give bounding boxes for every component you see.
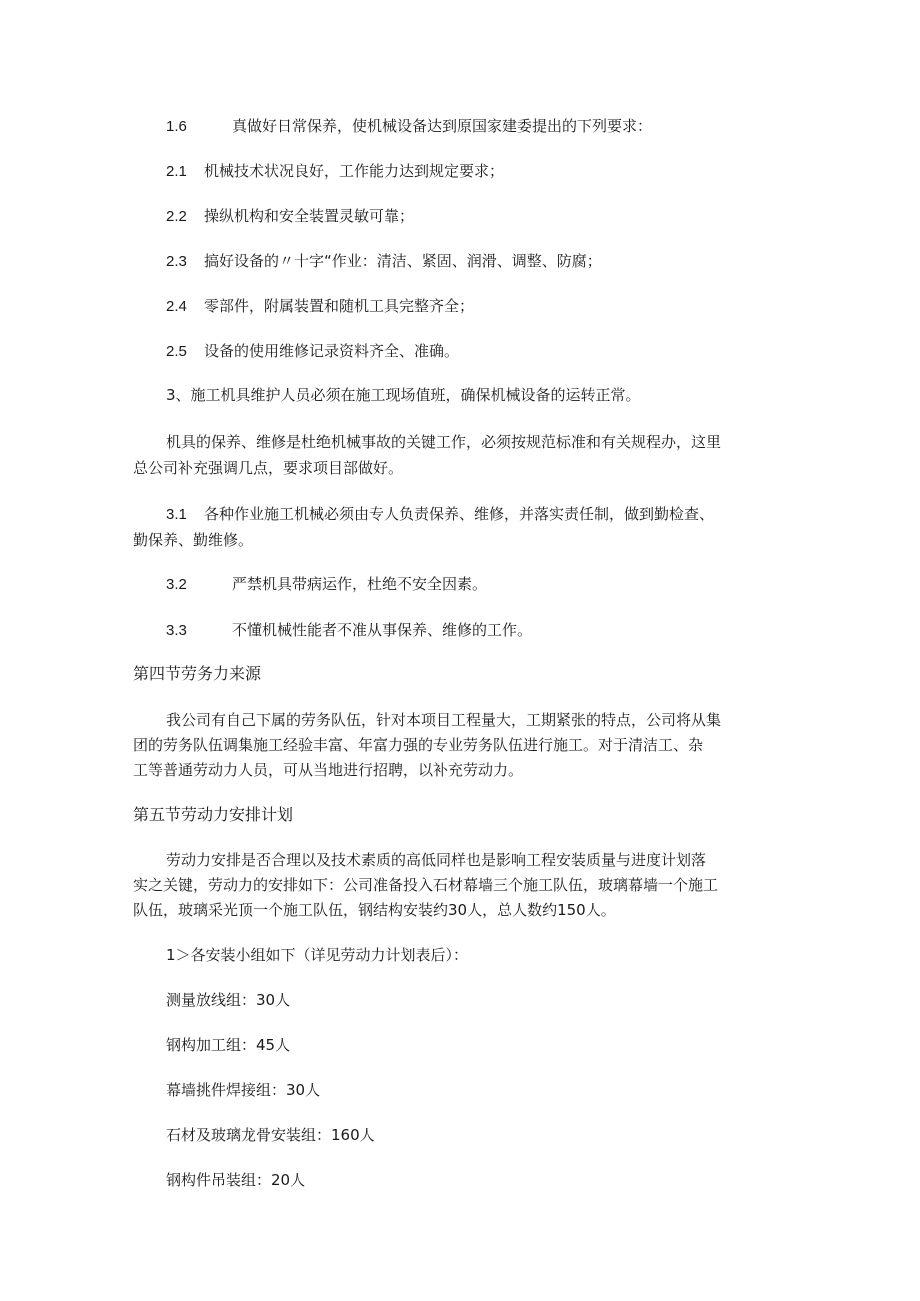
- group-item: 测量放线组：30人: [166, 991, 291, 1009]
- item-3-1: [166, 504, 714, 525]
- item-1-6: [166, 116, 652, 137]
- section-heading: 第五节劳动力安排计划: [133, 805, 294, 824]
- item-text: 设备的使用维修记录资料齐全、准确。: [204, 342, 460, 360]
- item-text: 操纵机构和安全装置灵敏可靠；: [204, 207, 415, 225]
- item-number: 2.4: [166, 298, 187, 315]
- item-number: 3.3: [166, 622, 187, 639]
- item-2-3: [166, 251, 602, 272]
- paragraph-line: 劳动力安排是否合理以及技术素质的高低同样也是影响工程安装质量与进度计划落: [166, 851, 707, 869]
- item-2-5: [166, 341, 459, 362]
- item-2-4: [166, 296, 474, 317]
- paragraph-line: 工等普通劳动力人员，可从当地进行招聘，以补充劳动力。: [133, 761, 524, 779]
- item-text: 严禁机具带病运作，杜绝不安全因素。: [232, 575, 488, 593]
- group-item: 钢构件吊装组：20人: [166, 1171, 306, 1189]
- paragraph-line: 团的劳务队伍调集施工经验丰富、年富力强的专业劳务队伍进行施工。对于清洁工、杂: [133, 736, 704, 754]
- item-number: 2.1: [166, 163, 187, 180]
- item-2-2: [166, 206, 414, 227]
- item-3-1-continuation: 勤保养、勤维修。: [133, 531, 254, 549]
- item-text: 不懂机械性能者不准从事保养、维修的工作。: [232, 621, 533, 639]
- group-item: 石材及玻璃龙骨安装组：160人: [166, 1126, 375, 1144]
- item-text: 真做好日常保养，使机械设备达到原国家建委提出的下列要求：: [232, 117, 653, 135]
- paragraph-line: 总公司补充强调几点，要求项目部做好。: [133, 459, 404, 477]
- paragraph-line: 机具的保养、维修是杜绝机械事故的关键工作，必须按规范标准和有关规程办，这里: [166, 433, 722, 451]
- item-number: 2.5: [166, 343, 187, 360]
- item-number: 3.1: [166, 506, 187, 523]
- item-number: 2.2: [166, 208, 187, 225]
- paragraph-line: 实之关键，劳动力的安排如下：公司准备投入石材幕墙三个施工队伍，玻璃幕墙一个施工: [133, 876, 719, 894]
- item-3-3: [166, 620, 532, 641]
- groups-intro: 1＞各安装小组如下（详见劳动力计划表后）：: [166, 946, 469, 964]
- item-number: 1.6: [166, 118, 187, 135]
- item-number: 3.2: [166, 576, 187, 593]
- item-text: 搞好设备的〃十字“作业：清洁、紧固、润滑、调整、防腐；: [204, 252, 602, 270]
- section-heading: 第四节劳务力来源: [133, 664, 262, 683]
- item-3: 3、施工机具维护人员必须在施工现场值班，确保机械设备的运转正常。: [166, 386, 641, 404]
- item-2-1: [166, 161, 504, 182]
- item-text: 零部件，附属装置和随机工具完整齐全；: [204, 297, 475, 315]
- group-item: 钢构加工组：45人: [166, 1036, 291, 1054]
- paragraph-line: 队伍，玻璃采光顶一个施工队伍，钢结构安装约30人，总人数约150人。: [133, 901, 616, 919]
- paragraph-line: 我公司有自己下属的劳务队伍，针对本项目工程量大，工期紧张的特点，公司将从集: [166, 711, 722, 729]
- item-number: 2.3: [166, 253, 187, 270]
- item-text: 各种作业施工机械必须由专人负责保养、维修，并落实责任制，做到勤检查、: [204, 505, 715, 523]
- item-3-2: [166, 574, 487, 595]
- item-text: 机械技术状况良好，工作能力达到规定要求；: [204, 162, 505, 180]
- group-item: 幕墙挑件焊接组：30人: [166, 1081, 321, 1099]
